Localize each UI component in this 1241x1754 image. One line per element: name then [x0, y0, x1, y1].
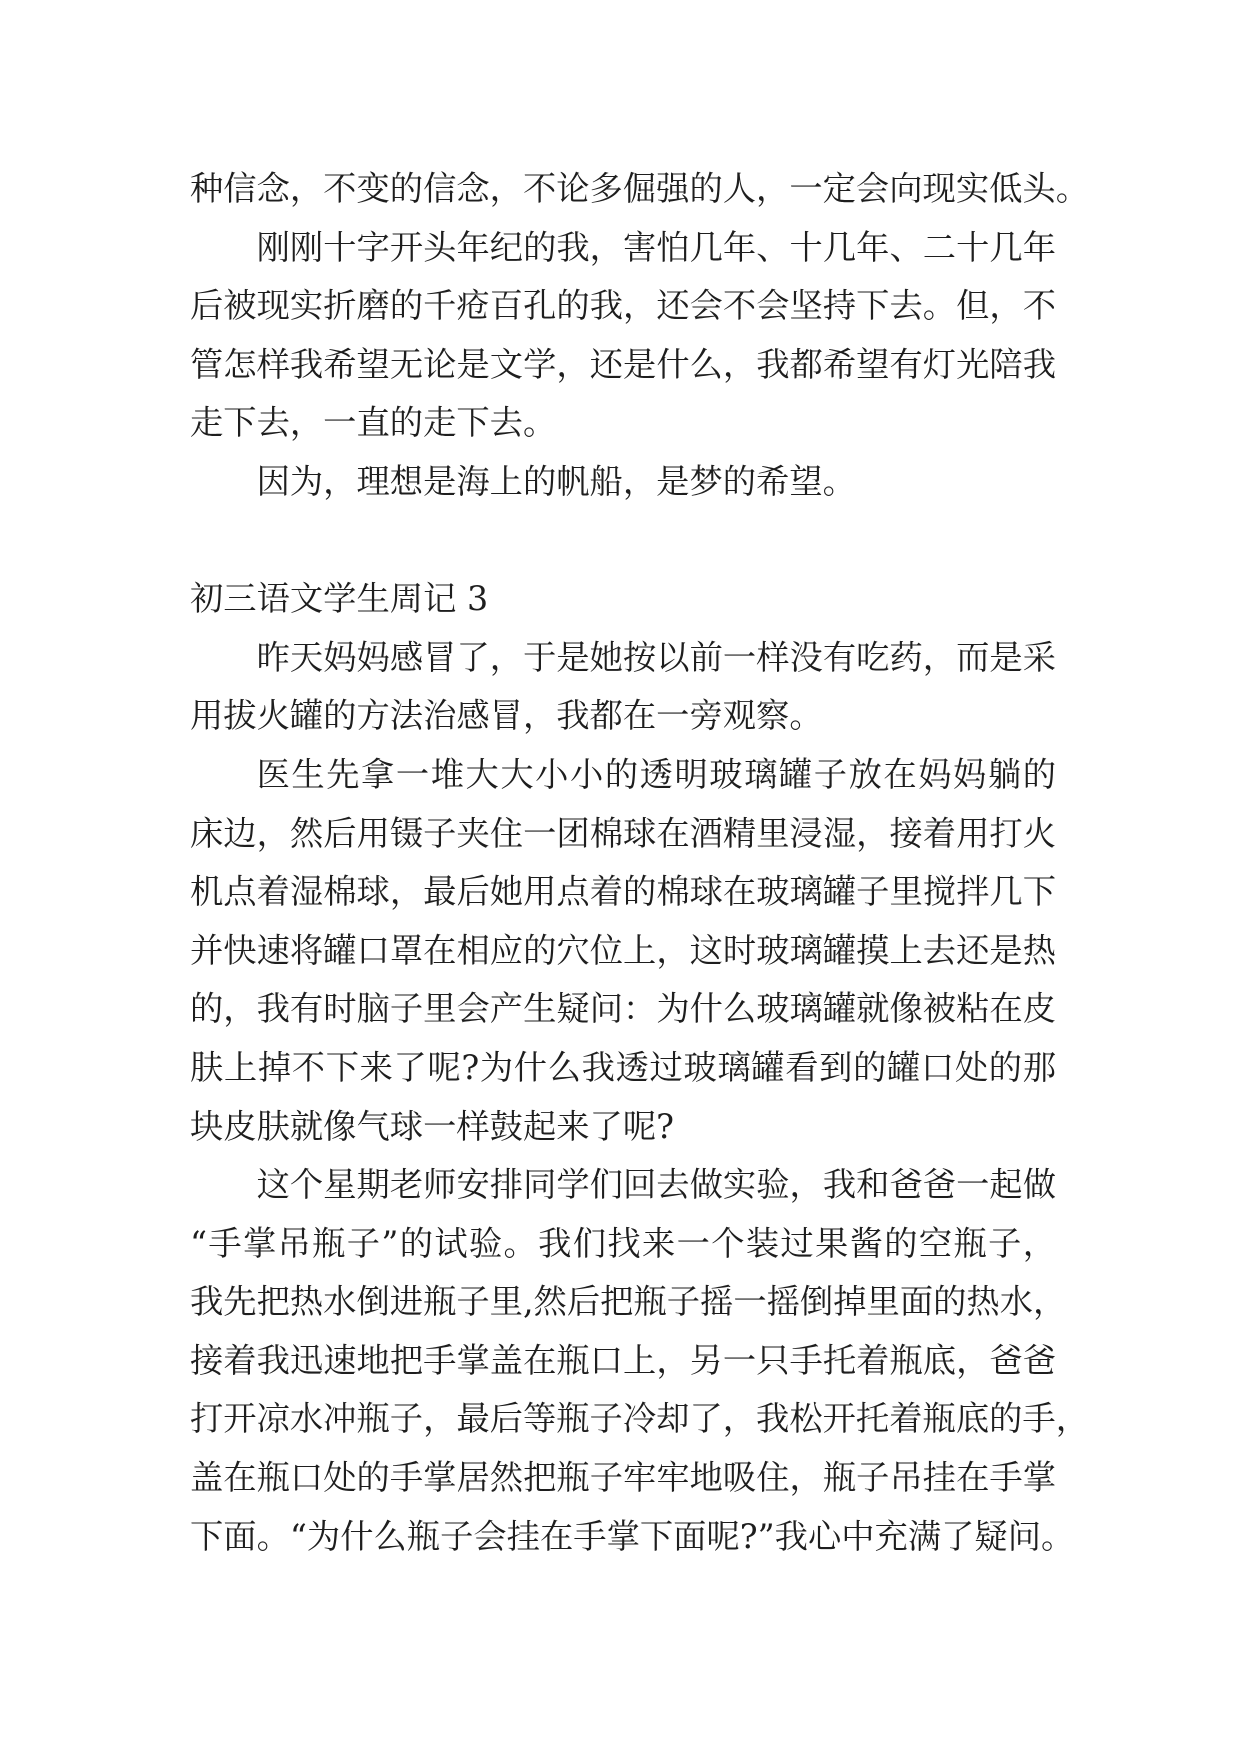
text-line: 走下去，一直的走下去。: [190, 403, 557, 443]
text-line: 打开凉水冲瓶子，最后等瓶子冷却了，我松开托着瓶底的手，: [190, 1399, 1090, 1439]
paragraph: [190, 746, 1056, 1156]
text-line: 床边，然后用镊子夹住一团棉球在酒精里浸湿，接着用打火: [190, 813, 1057, 853]
text-line: 下面。“为什么瓶子会挂在手掌下面呢?”我心中充满了疑问。: [190, 1516, 1075, 1556]
paragraph: [190, 629, 1056, 746]
paragraph: [190, 219, 1056, 453]
text-line: 我先把热水倒进瓶子里,然后把瓶子摇一摇倒掉里面的热水，: [190, 1282, 1067, 1322]
text-line: 后被现实折磨的千疮百孔的我，还会不会坚持下去。但，不: [190, 286, 1057, 326]
text-line: 肤上掉不下来了呢?为什么我透过玻璃罐看到的罐口处的那: [190, 1047, 1057, 1087]
text-line: 管怎样我希望无论是文学，还是什么，我都希望有灯光陪我: [190, 344, 1057, 384]
text-line: 昨天妈妈感冒了，于是她按以前一样没有吃药，而是采: [256, 637, 1057, 677]
text-line: 的，我有时脑子里会产生疑问：为什么玻璃罐就像被粘在皮: [190, 989, 1057, 1029]
text-line: “手掌吊瓶子”的试验。我们找来一个装过果酱的空瓶子，: [190, 1223, 1058, 1263]
text-line: 刚刚十字开头年纪的我，害怕几年、十几年、二十几年: [256, 227, 1057, 267]
text-line: 块皮肤就像气球一样鼓起来了呢?: [190, 1106, 675, 1146]
text-line: 接着我迅速地把手掌盖在瓶口上，另一只手托着瓶底，爸爸: [190, 1340, 1057, 1380]
document-page-body: [190, 160, 1090, 1566]
paragraph: [190, 160, 1090, 219]
text-line: 医生先拿一堆大大小小的透明玻璃罐子放在妈妈躺的: [256, 754, 1058, 794]
text-line: 并快速将罐口罩在相应的穴位上，这时玻璃罐摸上去还是热: [190, 930, 1057, 970]
section-heading: 初三语文学生周记 3: [190, 579, 489, 619]
text-line: 因为，理想是海上的帆船，是梦的希望。: [256, 461, 856, 501]
text-line: 机点着湿棉球，最后她用点着的棉球在玻璃罐子里搅拌几下: [190, 872, 1057, 912]
text-line: 盖在瓶口处的手掌居然把瓶子牢牢地吸住，瓶子吊挂在手掌: [190, 1458, 1057, 1498]
paragraph: [190, 1156, 1090, 1566]
text-line: 种信念，不变的信念，不论多倔强的人，一定会向现实低头。: [190, 169, 1090, 208]
paragraph: [190, 453, 1056, 512]
text-line: 用拔火罐的方法治感冒，我都在一旁观察。: [190, 696, 823, 736]
paragraph-spacer: [190, 512, 1056, 571]
text-line: 这个星期老师安排同学们回去做实验，我和爸爸一起做: [256, 1165, 1057, 1205]
